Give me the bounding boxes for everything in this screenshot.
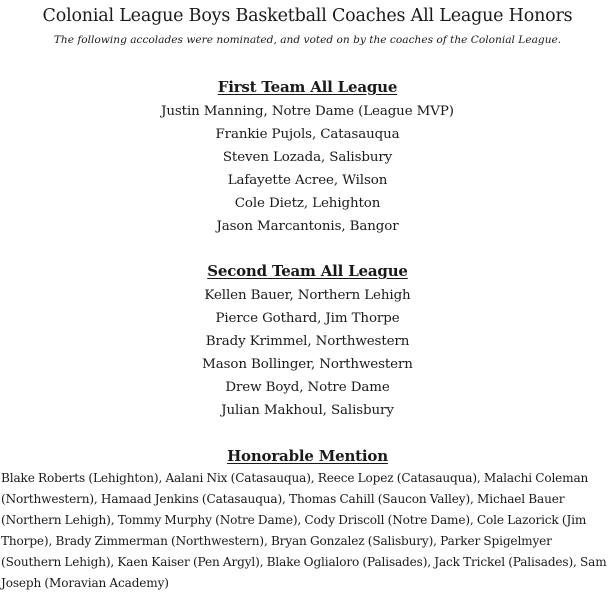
second-team-heading: Second Team All League: [207, 262, 408, 280]
honorable-mention-section: [0, 446, 615, 467]
second-team-player: Drew Boyd, Notre Dame: [225, 380, 390, 395]
second-team-list: [0, 284, 615, 422]
honorable-mention-text: Blake Roberts (Lehighton), Aalani Nix (Catasauqua), Reece Lopez (Catasauqua), Malachi Coleman (Northwestern), Hamaad Jenkins (Catasauqua), Thomas Cahill (Saucon Valley), Michael Bauer (Northern Lehigh), Tommy Murphy (Notre Dame), Cody Driscoll (Notre Dame), Cole Lazorick (Jim Thorpe), Brady Zimmerman (Northwestern), Bryan Gonzalez (Salisbury), Parker Spigelmyer (Southern Lehigh), Kaen Kaiser (Pen Argyl), Blake Oglialoro (Palisades), Jack Trickel (Palisades), Sam Joseph (Moravian Academy): [1, 471, 607, 590]
document-subtitle: The following accolades were nominated, and voted on by the coaches of the Colonial League.: [53, 34, 562, 46]
first-team-heading: First Team All League: [217, 78, 398, 96]
first-team-section: [0, 77, 615, 238]
first-team-player: Justin Manning, Notre Dame (League MVP): [161, 104, 454, 119]
second-team-player: Brady Krimmel, Northwestern: [205, 334, 410, 349]
second-team-player: Mason Bollinger, Northwestern: [202, 357, 413, 372]
first-team-player: Steven Lozada, Salisbury: [222, 150, 393, 165]
first-team-player: Frankie Pujols, Catasauqua: [215, 127, 400, 142]
document-title: Colonial League Boys Basketball Coaches All League Honors: [42, 6, 573, 26]
first-team-player: Lafayette Acree, Wilson: [227, 173, 388, 188]
second-team-section: [0, 261, 615, 422]
first-team-player: Cole Dietz, Lehighton: [234, 196, 381, 211]
second-team-player: Julian Makhoul, Salisbury: [221, 403, 394, 418]
first-team-player: Jason Marcantonis, Bangor: [216, 219, 399, 234]
first-team-list: [0, 100, 615, 238]
second-team-player: Kellen Bauer, Northern Lehigh: [204, 288, 411, 303]
honorable-mention-heading: Honorable Mention: [227, 447, 388, 465]
second-team-player: Pierce Gothard, Jim Thorpe: [215, 311, 400, 326]
